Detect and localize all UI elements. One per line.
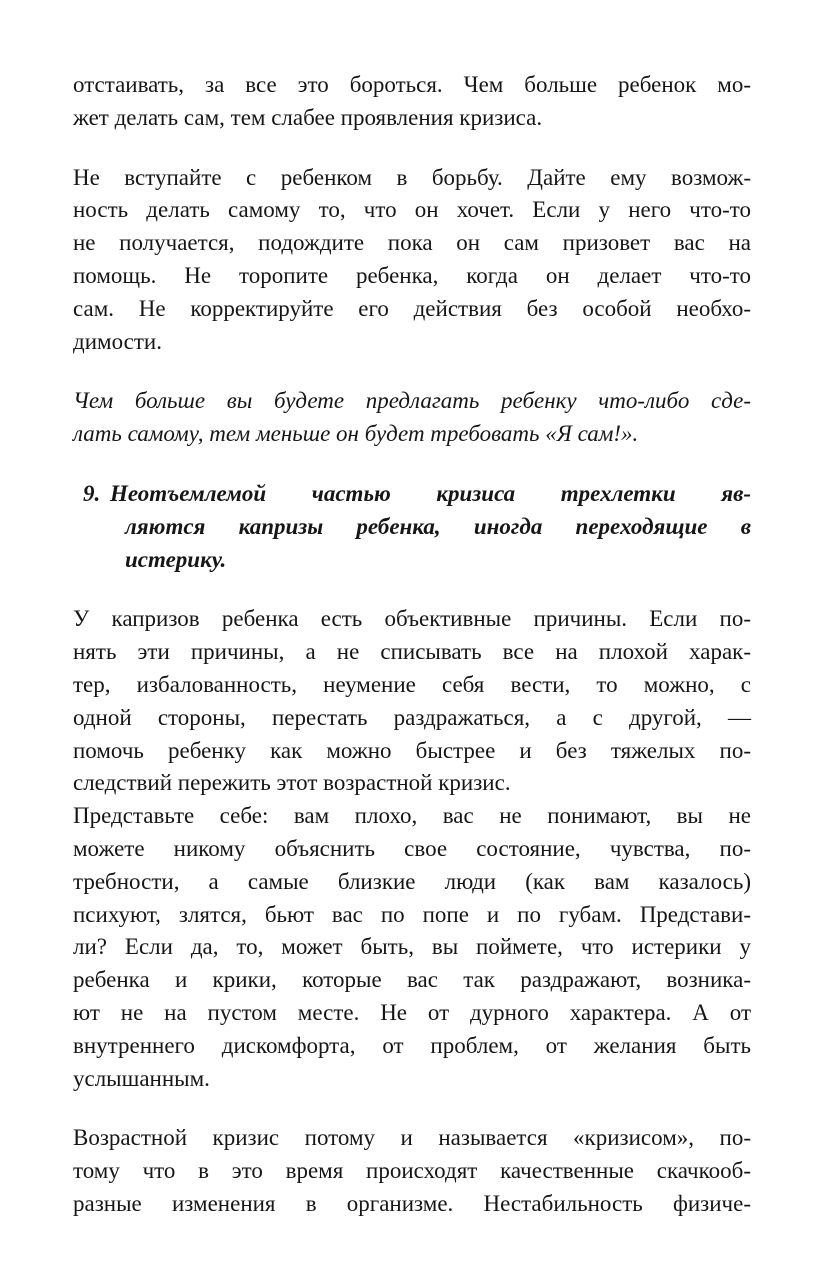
text-line: помощь. Не торопите ребенка, когда он делает что-то bbox=[73, 262, 751, 288]
text-line: Не вступайте с ребенком в борьбу. Дайте ему возмож- bbox=[73, 164, 751, 190]
text-line: отстаивать, за все это бороться. Чем больше ребенок мо- bbox=[73, 72, 751, 97]
text-line: разные изменения в организме. Нестабильность физиче- bbox=[73, 1190, 751, 1216]
text-line: следствий пережить этот возрастной кризис. bbox=[73, 770, 511, 796]
text-line: сам. Не корректируйте его действия без особой необхо- bbox=[73, 295, 751, 321]
paragraph bbox=[73, 1122, 751, 1220]
text-line: У капризов ребенка есть объективные причины. Если по- bbox=[73, 606, 751, 632]
text-line: ляются капризы ребенка, иногда переходящие в bbox=[125, 513, 751, 539]
text-line: нять эти причины, а не списывать все на плохой харак- bbox=[73, 639, 751, 665]
page-text bbox=[73, 69, 751, 1221]
paragraph bbox=[73, 69, 751, 135]
paragraph bbox=[73, 162, 751, 359]
text-line: можете никому объяснить свое состояние, чувства, по- bbox=[73, 835, 751, 861]
text-line: тер, избалованность, неумение себя вести, то можно, с bbox=[73, 671, 751, 697]
text-line: 9. Неотъемлемой частью кризиса трехлетки яв- bbox=[83, 478, 751, 511]
text-line: ребенка и крики, которые вас так раздражают, возника- bbox=[73, 967, 751, 993]
text-line: Чем больше вы будете предлагать ребенку что-либо сде- bbox=[73, 388, 751, 414]
text-line: лать самому, тем меньше он будет требовать «Я сам!». bbox=[73, 421, 639, 447]
text-line: помочь ребенку как можно быстрее и без тяжелых по- bbox=[73, 737, 751, 763]
numbered-heading bbox=[73, 478, 751, 576]
text-line: Представьте себе: вам плохо, вас не понимают, вы не bbox=[73, 803, 751, 829]
text-line: Возрастной кризис потому и называется «кризисом», по- bbox=[73, 1125, 751, 1151]
paragraph bbox=[73, 800, 751, 1095]
text-line: истерику. bbox=[125, 546, 227, 572]
text-line: тому что в это время происходят качественные скачкооб- bbox=[73, 1158, 751, 1184]
text-line: ли? Если да, то, может быть, вы поймете, что истерики у bbox=[73, 934, 751, 960]
paragraph bbox=[73, 385, 751, 451]
text-line: ют не на пустом месте. Не от дурного характера. А от bbox=[73, 999, 751, 1025]
text-line: услышанным. bbox=[73, 1065, 210, 1091]
text-line: психуют, злятся, бьют вас по попе и по губам. Представи- bbox=[73, 901, 751, 927]
paragraph bbox=[73, 603, 751, 800]
text-line: жет делать сам, тем слабее проявления кризиса. bbox=[73, 104, 543, 130]
list-item-number: 9. bbox=[83, 480, 101, 506]
text-line: ность делать самому то, что он хочет. Если у него что-то bbox=[73, 197, 751, 223]
text-line: одной стороны, перестать раздражаться, а с другой, — bbox=[73, 704, 751, 730]
text-line: требности, а самые близкие люди (как вам казалось) bbox=[73, 868, 751, 894]
text-line: димости. bbox=[73, 328, 162, 354]
text-line: не получается, подождите пока он сам призовет вас на bbox=[73, 230, 751, 256]
text-line: внутреннего дискомфорта, от проблем, от желания быть bbox=[73, 1032, 751, 1058]
